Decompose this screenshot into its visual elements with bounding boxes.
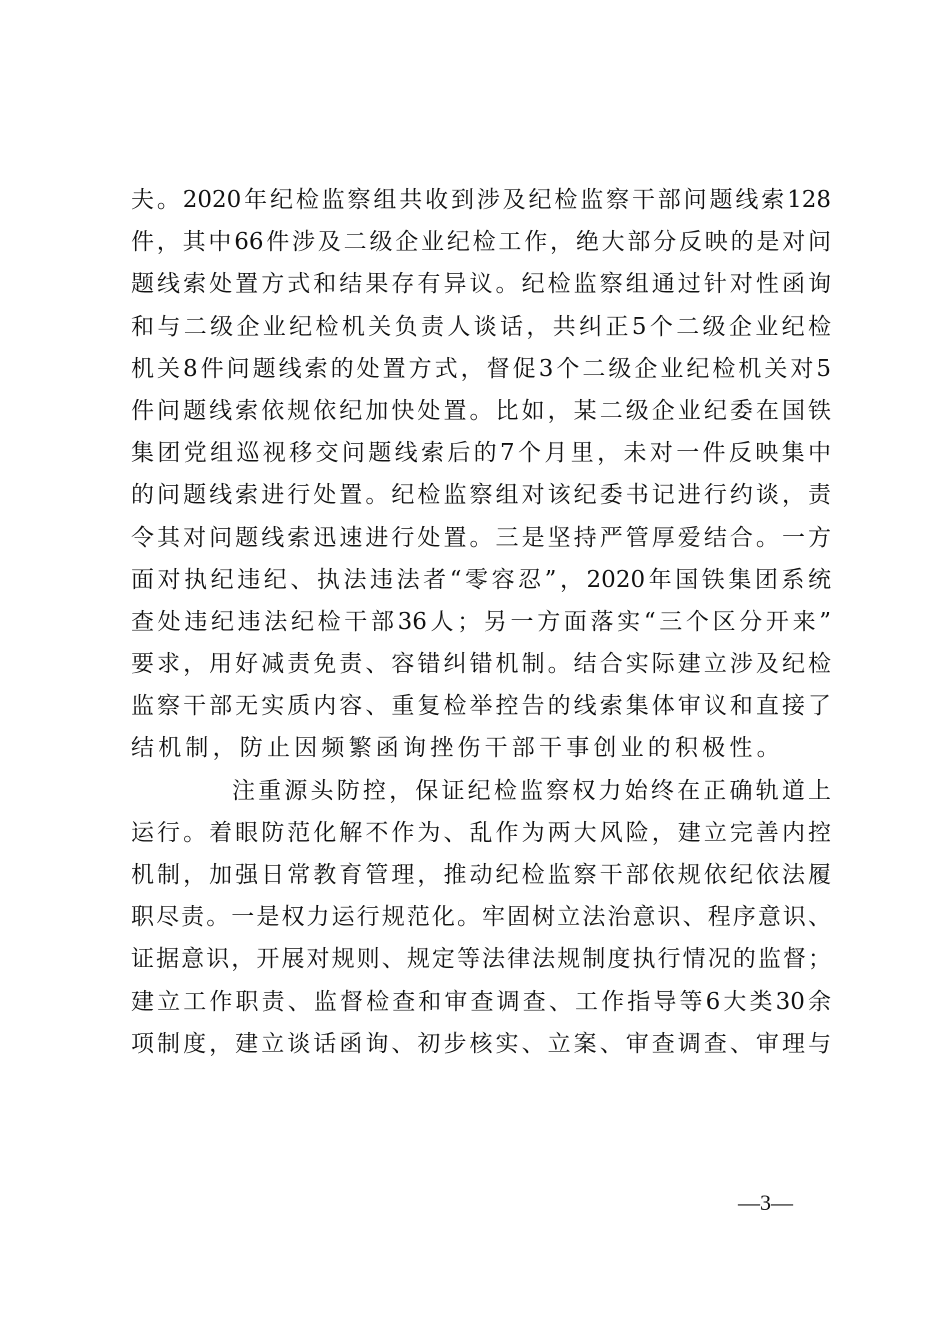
text-line: 运行。着眼防范化解不作为、乱作为两大风险，建立完善内控 (131, 819, 831, 846)
text-line: 机关8件问题线索的处置方式，督促3个二级企业纪检机关对5 (131, 355, 831, 382)
text-line: 的问题线索进行处置。纪检监察组对该纪委书记进行约谈，责 (131, 482, 831, 509)
text-line: 件，其中66件涉及二级企业纪检工作，绝大部分反映的是对问 (131, 229, 831, 256)
text-line: 集团党组巡视移交问题线索后的7个月里，未对一件反映集中 (131, 440, 831, 467)
text-line: 监察干部无实质内容、重复检举控告的线索集体审议和直接了 (131, 693, 831, 720)
paragraph-2 (131, 770, 831, 1065)
text-line: 查处违纪违法纪检干部36人；另一方面落实“三个区分开来” (131, 608, 831, 635)
text-line: 结机制，防止因频繁函询挫伤干部干事创业的积极性。 (131, 735, 784, 762)
page-number: —3— (738, 1190, 793, 1215)
text-line: 建立工作职责、监督检查和审查调查、工作指导等6大类30余 (131, 988, 831, 1015)
body-text (131, 179, 831, 1065)
text-line: 机制，加强日常教育管理，推动纪检监察干部依规依纪依法履 (131, 862, 831, 888)
text-line: 件问题线索依规依纪加快处置。比如，某二级企业纪委在国铁 (131, 397, 831, 424)
text-line: 注重源头防控，保证纪检监察权力始终在正确轨道上 (232, 777, 831, 804)
text-line: 要求，用好减责免责、容错纠错机制。结合实际建立涉及纪检 (131, 651, 831, 678)
text-line: 题线索处置方式和结果存有异议。纪检监察组通过针对性函询 (131, 271, 831, 298)
text-line: 项制度，建立谈话函询、初步核实、立案、审查调查、审理与 (131, 1030, 831, 1057)
text-line: 职尽责。一是权力运行规范化。牢固树立法治意识、程序意识、 (131, 904, 831, 931)
text-line: 证据意识，开展对规则、规定等法律法规制度执行情况的监督； (131, 946, 831, 973)
paragraph-1 (131, 179, 831, 770)
text-line: 令其对问题线索迅速进行处置。三是坚持严管厚爱结合。一方 (131, 524, 831, 551)
text-line: 面对执纪违纪、执法违法者“零容忍”，2020年国铁集团系统 (131, 566, 831, 593)
text-line: 夫。2020年纪检监察组共收到涉及纪检监察干部问题线索128 (131, 187, 831, 213)
text-line: 和与二级企业纪检机关负责人谈话，共纠正5个二级企业纪检 (131, 313, 831, 340)
